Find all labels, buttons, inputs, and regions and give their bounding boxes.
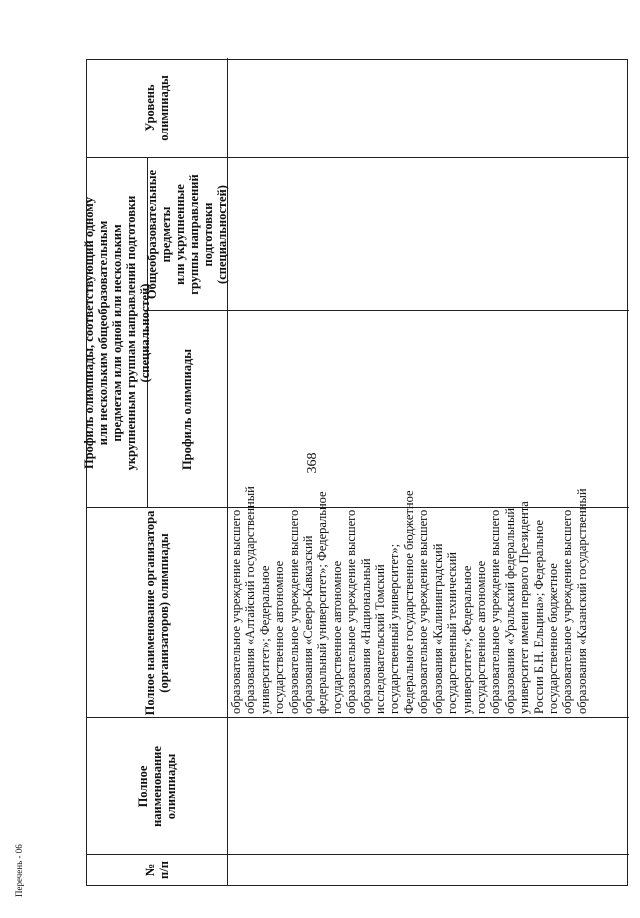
- organizer-line: образовательное учреждение высшего: [344, 509, 359, 714]
- header-subjects-line: группы направлений: [187, 174, 201, 295]
- header-name-line: олимпиады: [164, 753, 178, 820]
- organizer-line: образования «Уральский федеральный: [502, 507, 517, 714]
- organizer-line: государственное автономное: [473, 560, 488, 714]
- organizer-line: государственный технический: [445, 552, 460, 714]
- header-profile-group-line: Профиль олимпиады, соответствующий одному: [82, 196, 96, 470]
- header-subjects-line: или укрупненные: [173, 184, 187, 285]
- organizer-line: образовательное учреждение высшего: [286, 509, 301, 714]
- header-organizer-line: Полное наименование организатора: [143, 510, 157, 716]
- organizer-line: Федеральное государственное бюджетное: [401, 490, 416, 714]
- header-name-line: наименование: [150, 746, 164, 827]
- header-organizer-line: (организаторов) олимпиады: [157, 533, 171, 693]
- organizer-line: государственное автономное: [272, 560, 287, 714]
- organizer-line: образовательное учреждение высшего: [560, 509, 575, 714]
- header-subjects-line: (специальностей): [215, 185, 229, 284]
- olympiad-table: [82, 59, 628, 886]
- header-subjects-line: Общеобразовательные: [145, 169, 159, 300]
- organizer-line: исследовательский Томский: [373, 564, 388, 714]
- organizer-line: университет»; Федеральное: [257, 565, 272, 714]
- header-subjects: [147, 158, 227, 311]
- header-level-line: Уровень: [143, 84, 157, 132]
- organizer-line: образовательное учреждение высшего: [229, 509, 243, 714]
- page-number: 368: [305, 452, 320, 474]
- table-line: [227, 58, 228, 885]
- footer-label: Перечень - 06: [14, 844, 24, 897]
- header-num: [87, 855, 227, 885]
- header-subjects-line: предметы: [159, 206, 173, 263]
- header-profile-group-line: укрупненным группам направлений подготовки: [124, 195, 138, 471]
- header-name-line: Полное: [136, 765, 150, 808]
- organizer-line: государственный университет»;: [387, 543, 402, 714]
- header-subjects-line: подготовки: [201, 202, 215, 267]
- organizer-line: образовательное учреждение высшего: [488, 509, 503, 714]
- organizer-line: образовательное учреждение высшего: [416, 509, 431, 714]
- organizer-line: образования «Национальный: [358, 558, 373, 714]
- header-profile: [147, 311, 227, 508]
- header-num-line: п/п: [157, 861, 171, 879]
- organizer-line: федеральный университет»; Федеральное: [315, 491, 330, 714]
- organizer-line: государственное автономное: [329, 560, 344, 714]
- header-profile-group-line: (специальностей): [138, 283, 152, 383]
- header-profile-line: Профиль олимпиады: [180, 348, 194, 471]
- organizer-line: университет»; Федеральное: [459, 565, 474, 714]
- organizer-line: государственное бюджетное: [545, 563, 560, 714]
- header-organizer: [87, 508, 227, 718]
- header-num-line: №: [143, 863, 157, 877]
- organizer-line: образования «Северо-Кавказский: [301, 535, 316, 714]
- organizer-line: России Б.Н. Ельцина»; Федеральное: [531, 519, 546, 714]
- header-level: [87, 58, 227, 158]
- header-level-line: олимпиады: [157, 75, 171, 141]
- organizer-line: образования «Казанский государственный: [574, 488, 589, 714]
- organizer-line: образования «Калининградский: [430, 543, 445, 714]
- header-profile-group-line: или нескольким общеобразовательным: [96, 220, 110, 446]
- organizer-line: университет имени первого Президента: [517, 501, 532, 714]
- organizer-cell: [227, 486, 629, 718]
- organizer-line: образования «Алтайский государственный: [243, 486, 258, 714]
- header-olympiad-name: [87, 718, 227, 855]
- header-profile-group-line: предметам или одной или нескольким: [110, 224, 124, 442]
